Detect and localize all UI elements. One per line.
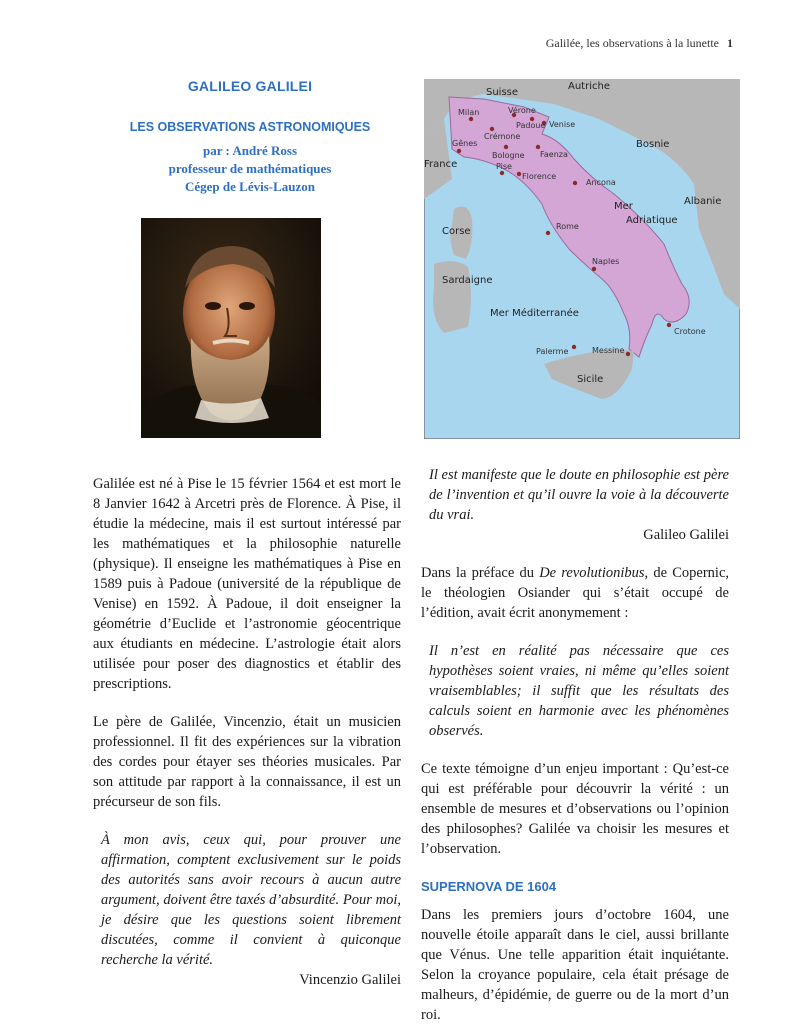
galileo-quote-author: Galileo Galilei (643, 527, 729, 543)
city-genes: Gênes (452, 139, 478, 148)
map-label-adriatique: Adriatique (626, 215, 678, 226)
left-column (93, 474, 401, 990)
page-number: 1 (727, 36, 733, 50)
truth-paragraph: Ce texte témoigne d’un enjeu important : Qu’est-ce qui est préférable pour découvrir la vérité : un ensemble de mesures et d’observations ou l’opinion des philosophes? Galilée va choisir les mesures et l’observation. (421, 761, 729, 857)
city-venise: Venise (549, 120, 576, 129)
galileo-quote: Il est manifeste que le doute en philosophie est père de l’invention et qu’il ouvre la voie à la découverte du vrai. (429, 467, 729, 523)
author-role: professeur de mathématiques (168, 161, 332, 176)
right-column (421, 465, 729, 1025)
vincenzio-quote: À mon avis, ceux qui, pour prouver une affirmation, comptent exclusivement sur le poids des autorités sans avoir recours à aucun autre argument, doivent être taxés d’absurdité. Pour moi, je désire que les questions soient librement discutées, comme il convient à quiconque recherche la vérité. (101, 832, 401, 968)
map-label-suisse: Suisse (486, 87, 519, 98)
galileo-portrait (141, 218, 321, 438)
city-messine: Messine (592, 346, 625, 355)
city-cremone: Crémone (484, 132, 521, 141)
city-pise: Pise (496, 162, 512, 171)
map-label-albanie: Albanie (684, 196, 722, 207)
city-palerme: Palerme (536, 347, 569, 356)
city-faenza: Faenza (540, 150, 568, 159)
copernicus-text-before: Dans la préface du (421, 565, 540, 581)
city-florence: Florence (522, 172, 557, 181)
biography-paragraph: Galilée est né à Pise le 15 février 1564 et est mort le 8 Janvier 1642 à Arcetri près de Florence. À Pise, il étudie la médecine, mais il est surtout intéressé par les mathématiques et la philosophie naturelle (physique). Il enseigne les mathématiques à Pise en 1589 puis à Padoue (université de la république de Venise) en 1592. À Padoue, il doit enseigner la géométrie d’Euclide et l’astronomie géocentrique aux étudiants en médecine. L’astrologie était alors utilisée pour poser des diagnostics et établir des prescriptions. (93, 476, 401, 692)
city-padoue: Padoue (516, 121, 546, 130)
vincenzio-quote-author: Vincenzio Galilei (299, 972, 401, 988)
city-crotone: Crotone (674, 327, 706, 336)
map-label-sicile: Sicile (577, 374, 604, 385)
running-title: Galilée, les observations à la lunette (545, 36, 719, 50)
city-bologne: Bologne (492, 151, 525, 160)
map-of-italy (424, 79, 740, 439)
city-verone: Vérone (508, 106, 536, 115)
map-label-mer-mediterranee: Mer Méditerranée (490, 308, 579, 319)
map-label-autriche: Autriche (568, 81, 610, 92)
copernicus-paragraph (421, 563, 729, 623)
map-label-mer: Mer (614, 201, 633, 212)
map-label-france: France (424, 159, 458, 170)
supernova-paragraph: Dans les premiers jours d’octobre 1604, une nouvelle étoile apparaît dans le ciel, aussi brillante que Vénus. Une telle apparition était inquiétante. Selon la croyance populaire, cela était présage de malheurs, d’épidémie, de guerre ou de la mort d’un roi. (421, 907, 729, 1023)
book-title: De revolutionibus (539, 565, 645, 581)
page-title: GALILEO GALILEI (187, 78, 313, 94)
father-paragraph: Le père de Galilée, Vincenzio, était un musicien professionnel. Il fit des expériences sur la vibration des cordes pour étayer ses théories musicales. Par son attitude par rapport à la connaissance, il est un précurseur de son fils. (93, 714, 401, 810)
city-naples: Naples (592, 257, 620, 266)
page-subtitle: LES OBSERVATIONS ASTRONOMIQUES (129, 120, 371, 134)
map-label-corse: Corse (442, 226, 471, 237)
osiander-quote: Il n’est en réalité pas nécessaire que ces hypothèses soient vraies, ni même qu’elles soient vraisemblables; il suffit que les résultats des calculs soient en harmonie avec les phénomènes observés. (429, 643, 729, 739)
map-label-sardaigne: Sardaigne (442, 275, 493, 286)
author-institution: Cégep de Lévis-Lauzon (185, 179, 315, 194)
author-name: par : André Ross (202, 143, 298, 158)
title-block (100, 78, 400, 196)
city-rome: Rome (556, 222, 579, 231)
section-heading-supernova: SUPERNOVA DE 1604 (421, 879, 557, 894)
city-ancona: Ancona (586, 178, 616, 187)
copernicus-text-after: , de Copernic, le théologien Osiander qui s’était occupé de l’édition, avait écrit anonymement : (421, 565, 730, 621)
city-milan: Milan (458, 108, 480, 117)
running-header (546, 36, 733, 51)
map-label-bosnie: Bosnie (636, 139, 670, 150)
